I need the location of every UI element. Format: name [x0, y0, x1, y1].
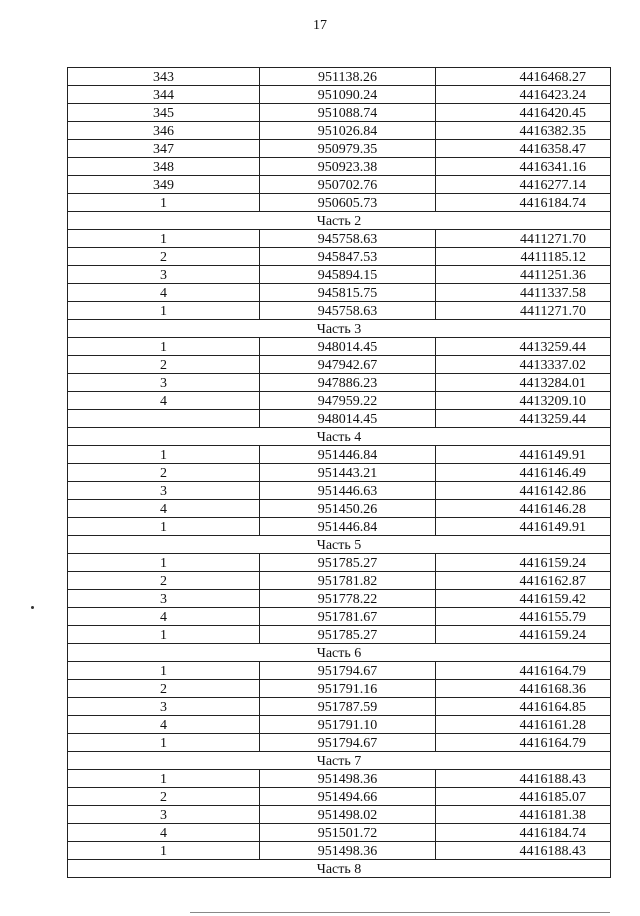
table-row — [68, 176, 611, 194]
point-number-cell: 3 — [68, 806, 260, 824]
point-number-cell — [68, 410, 260, 428]
x-coordinate-cell: 951446.84 — [260, 446, 436, 464]
x-coordinate-cell: 951787.59 — [260, 698, 436, 716]
point-number-cell: 2 — [68, 464, 260, 482]
y-coordinate-cell: 4416162.87 — [436, 572, 611, 590]
table-row — [68, 158, 611, 176]
y-coordinate-cell: 4416149.91 — [436, 518, 611, 536]
x-coordinate-cell: 951090.24 — [260, 86, 436, 104]
table-row — [68, 410, 611, 428]
x-coordinate-cell: 950605.73 — [260, 194, 436, 212]
y-coordinate-cell: 4411251.36 — [436, 266, 611, 284]
y-coordinate-cell: 4416155.79 — [436, 608, 611, 626]
table-row — [68, 374, 611, 392]
table-row — [68, 824, 611, 842]
point-number-cell: 348 — [68, 158, 260, 176]
table-row — [68, 680, 611, 698]
table-row — [68, 122, 611, 140]
x-coordinate-cell: 945847.53 — [260, 248, 436, 266]
part-header: Часть 6 — [68, 644, 611, 662]
point-number-cell: 4 — [68, 392, 260, 410]
x-coordinate-cell: 947942.67 — [260, 356, 436, 374]
y-coordinate-cell: 4416181.38 — [436, 806, 611, 824]
y-coordinate-cell: 4416358.47 — [436, 140, 611, 158]
part-header: Часть 7 — [68, 752, 611, 770]
x-coordinate-cell: 951138.26 — [260, 68, 436, 86]
y-coordinate-cell: 4413259.44 — [436, 410, 611, 428]
point-number-cell: 1 — [68, 734, 260, 752]
y-coordinate-cell: 4416277.14 — [436, 176, 611, 194]
point-number-cell: 1 — [68, 554, 260, 572]
y-coordinate-cell: 4411271.70 — [436, 302, 611, 320]
part-header: Часть 4 — [68, 428, 611, 446]
x-coordinate-cell: 951088.74 — [260, 104, 436, 122]
y-coordinate-cell: 4416149.91 — [436, 446, 611, 464]
point-number-cell: 1 — [68, 446, 260, 464]
point-number-cell: 4 — [68, 284, 260, 302]
x-coordinate-cell: 945894.15 — [260, 266, 436, 284]
y-coordinate-cell: 4416146.28 — [436, 500, 611, 518]
x-coordinate-cell: 951785.27 — [260, 626, 436, 644]
table-row — [68, 554, 611, 572]
x-coordinate-cell: 951501.72 — [260, 824, 436, 842]
point-number-cell: 1 — [68, 302, 260, 320]
y-coordinate-cell: 4416184.74 — [436, 824, 611, 842]
point-number-cell: 1 — [68, 230, 260, 248]
x-coordinate-cell: 945758.63 — [260, 302, 436, 320]
table-row — [68, 842, 611, 860]
table-row — [68, 608, 611, 626]
coordinates-table-body — [68, 68, 611, 878]
coordinates-table — [67, 67, 611, 878]
x-coordinate-cell: 951791.10 — [260, 716, 436, 734]
part-header: Часть 2 — [68, 212, 611, 230]
y-coordinate-cell: 4416168.36 — [436, 680, 611, 698]
point-number-cell: 1 — [68, 662, 260, 680]
y-coordinate-cell: 4411271.70 — [436, 230, 611, 248]
y-coordinate-cell: 4416420.45 — [436, 104, 611, 122]
y-coordinate-cell: 4416146.49 — [436, 464, 611, 482]
table-row — [68, 68, 611, 86]
x-coordinate-cell: 951498.36 — [260, 842, 436, 860]
point-number-cell: 1 — [68, 194, 260, 212]
table-row — [68, 248, 611, 266]
table-row — [68, 572, 611, 590]
part-header-row — [68, 644, 611, 662]
x-coordinate-cell: 951494.66 — [260, 788, 436, 806]
y-coordinate-cell: 4416341.16 — [436, 158, 611, 176]
table-row — [68, 788, 611, 806]
x-coordinate-cell: 950702.76 — [260, 176, 436, 194]
table-row — [68, 140, 611, 158]
y-coordinate-cell: 4416161.28 — [436, 716, 611, 734]
table-row — [68, 104, 611, 122]
x-coordinate-cell: 950923.38 — [260, 158, 436, 176]
table-row — [68, 266, 611, 284]
y-coordinate-cell: 4416159.24 — [436, 554, 611, 572]
table-row — [68, 734, 611, 752]
table-row — [68, 482, 611, 500]
point-number-cell: 3 — [68, 482, 260, 500]
y-coordinate-cell: 4416188.43 — [436, 770, 611, 788]
x-coordinate-cell: 947886.23 — [260, 374, 436, 392]
y-coordinate-cell: 4416164.79 — [436, 734, 611, 752]
point-number-cell: 2 — [68, 680, 260, 698]
table-row — [68, 626, 611, 644]
point-number-cell: 4 — [68, 608, 260, 626]
point-number-cell: 343 — [68, 68, 260, 86]
table-row — [68, 194, 611, 212]
point-number-cell: 4 — [68, 716, 260, 734]
x-coordinate-cell: 950979.35 — [260, 140, 436, 158]
page-number: 17 — [313, 18, 327, 33]
table-row — [68, 662, 611, 680]
table-row — [68, 356, 611, 374]
point-number-cell: 4 — [68, 500, 260, 518]
table-row — [68, 464, 611, 482]
y-coordinate-cell: 4411337.58 — [436, 284, 611, 302]
y-coordinate-cell: 4416159.42 — [436, 590, 611, 608]
point-number-cell: 2 — [68, 248, 260, 266]
table-row — [68, 698, 611, 716]
table-row — [68, 500, 611, 518]
x-coordinate-cell: 947959.22 — [260, 392, 436, 410]
point-number-cell: 349 — [68, 176, 260, 194]
point-number-cell: 1 — [68, 626, 260, 644]
point-number-cell: 1 — [68, 338, 260, 356]
y-coordinate-cell: 4416164.85 — [436, 698, 611, 716]
x-coordinate-cell: 951794.67 — [260, 734, 436, 752]
table-row — [68, 338, 611, 356]
x-coordinate-cell: 945758.63 — [260, 230, 436, 248]
y-coordinate-cell: 4416164.79 — [436, 662, 611, 680]
table-row — [68, 230, 611, 248]
point-number-cell: 344 — [68, 86, 260, 104]
y-coordinate-cell: 4413284.01 — [436, 374, 611, 392]
x-coordinate-cell: 951026.84 — [260, 122, 436, 140]
part-header: Часть 8 — [68, 860, 611, 878]
table-row — [68, 392, 611, 410]
y-coordinate-cell: 4416423.24 — [436, 86, 611, 104]
point-number-cell: 3 — [68, 266, 260, 284]
point-number-cell: 3 — [68, 698, 260, 716]
scan-mark — [31, 606, 34, 609]
part-header: Часть 5 — [68, 536, 611, 554]
x-coordinate-cell: 951791.16 — [260, 680, 436, 698]
table-row — [68, 284, 611, 302]
table-row — [68, 86, 611, 104]
part-header-row — [68, 752, 611, 770]
x-coordinate-cell: 951498.02 — [260, 806, 436, 824]
x-coordinate-cell: 945815.75 — [260, 284, 436, 302]
table-row — [68, 590, 611, 608]
y-coordinate-cell: 4411185.12 — [436, 248, 611, 266]
point-number-cell: 1 — [68, 842, 260, 860]
y-coordinate-cell: 4413259.44 — [436, 338, 611, 356]
x-coordinate-cell: 951794.67 — [260, 662, 436, 680]
part-header-row — [68, 860, 611, 878]
y-coordinate-cell: 4416159.24 — [436, 626, 611, 644]
y-coordinate-cell: 4416382.35 — [436, 122, 611, 140]
table-row — [68, 770, 611, 788]
x-coordinate-cell: 948014.45 — [260, 410, 436, 428]
point-number-cell: 345 — [68, 104, 260, 122]
x-coordinate-cell: 951446.63 — [260, 482, 436, 500]
table-row — [68, 806, 611, 824]
point-number-cell: 2 — [68, 356, 260, 374]
part-header-row — [68, 212, 611, 230]
x-coordinate-cell: 951443.21 — [260, 464, 436, 482]
point-number-cell: 3 — [68, 374, 260, 392]
point-number-cell: 347 — [68, 140, 260, 158]
x-coordinate-cell: 948014.45 — [260, 338, 436, 356]
point-number-cell: 3 — [68, 590, 260, 608]
table-row — [68, 446, 611, 464]
table-row — [68, 302, 611, 320]
x-coordinate-cell: 951446.84 — [260, 518, 436, 536]
y-coordinate-cell: 4416185.07 — [436, 788, 611, 806]
table-row — [68, 716, 611, 734]
x-coordinate-cell: 951781.67 — [260, 608, 436, 626]
point-number-cell: 2 — [68, 572, 260, 590]
point-number-cell: 4 — [68, 824, 260, 842]
x-coordinate-cell: 951785.27 — [260, 554, 436, 572]
point-number-cell: 346 — [68, 122, 260, 140]
x-coordinate-cell: 951450.26 — [260, 500, 436, 518]
table-row — [68, 518, 611, 536]
part-header-row — [68, 320, 611, 338]
y-coordinate-cell: 4416468.27 — [436, 68, 611, 86]
part-header-row — [68, 428, 611, 446]
y-coordinate-cell: 4416142.86 — [436, 482, 611, 500]
x-coordinate-cell: 951498.36 — [260, 770, 436, 788]
y-coordinate-cell: 4416184.74 — [436, 194, 611, 212]
x-coordinate-cell: 951778.22 — [260, 590, 436, 608]
y-coordinate-cell: 4413209.10 — [436, 392, 611, 410]
x-coordinate-cell: 951781.82 — [260, 572, 436, 590]
point-number-cell: 1 — [68, 770, 260, 788]
y-coordinate-cell: 4416188.43 — [436, 842, 611, 860]
part-header: Часть 3 — [68, 320, 611, 338]
part-header-row — [68, 536, 611, 554]
y-coordinate-cell: 4413337.02 — [436, 356, 611, 374]
point-number-cell: 1 — [68, 518, 260, 536]
point-number-cell: 2 — [68, 788, 260, 806]
bottom-rule — [190, 912, 610, 913]
